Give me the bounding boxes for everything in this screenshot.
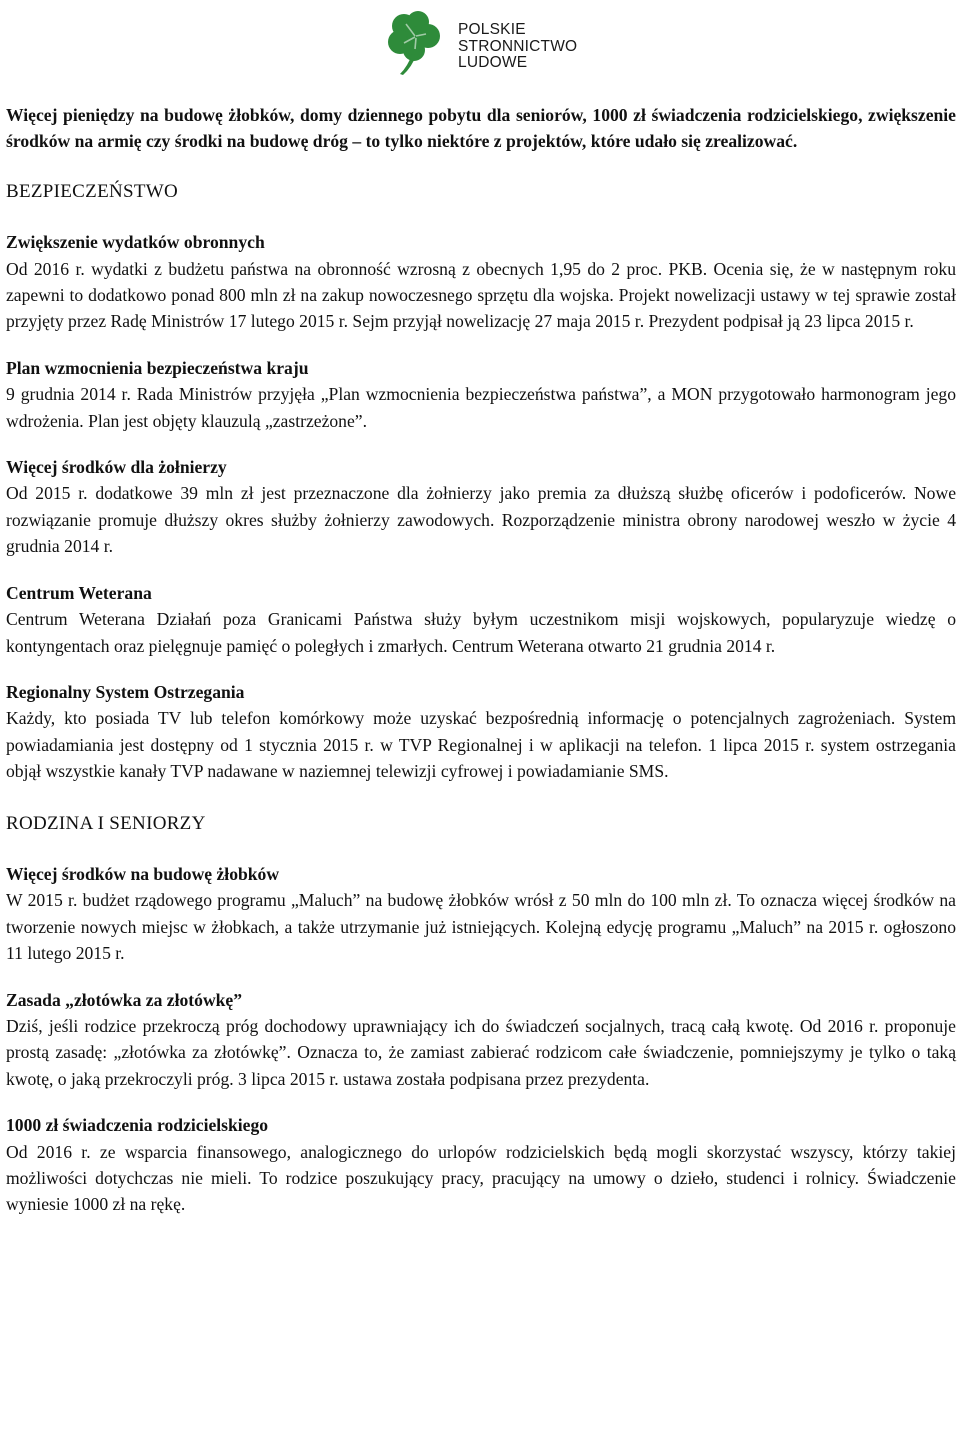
item-title: Centrum Weterana (6, 582, 152, 603)
item-title: Regionalny System Ostrzegania (6, 681, 245, 702)
item-title: Zasada „złotówka za złotówkę” (6, 989, 243, 1010)
item-title: 1000 zł świadczenia rodzicielskiego (6, 1115, 269, 1136)
item-body: W 2015 r. budżet rządowego programu „Maluch” na budowę żłobków wrósł z 50 mln do 100 mln zł. To oznacza więcej środków na tworzenie nowych miejsc w żłobkach, a także utrzymanie już istniejących. Kolejną edycję programu „Maluch” na 2015 r. ogłoszono 11 lutego 2015 r. (6, 890, 956, 964)
document-body (6, 102, 956, 1218)
logo-line-3: LUDOWE (458, 54, 528, 71)
item-body: Od 2016 r. wydatki z budżetu państwa na obronność wzrosną z obecnych 1,95 do 2 proc. PKB. Ocenia się, że w następnym roku zapewni to dodatkowo ponad 800 mln zł na zakup nowoczesnego sprzętu dla wojska. Projekt nowelizacji ustawy w tej sprawie został przyjęty przez Radę Ministrów 17 lutego 2015 r. Sejm przyjął nowelizację 27 maja 2015 r. Prezydent podpisał ją 23 lipca 2015 r. (6, 258, 956, 332)
clover-icon (378, 10, 456, 76)
item-body: 9 grudnia 2014 r. Rada Ministrów przyjęła „Plan wzmocnienia bezpieczeństwa państwa”, a MON przygotowało harmonogram jego wdrożenia. Plan jest objęty klauzulą „zastrzeżone”. (6, 384, 956, 431)
item-body: Od 2015 r. dodatkowe 39 mln zł jest przeznaczone dla żołnierzy jako premia za dłuższą służbę oficerów i podoficerów. Nowe rozwiązanie promuje dłuższy okres służby żołnierzy zawodowych. Rozporządzenie ministra obrony narodowej weszło w życie 4 grudnia 2014 r. (6, 483, 956, 557)
item-body: Centrum Weterana Działań poza Granicami Państwa służy byłym uczestnikom misji wojskowych, popularyzuje wiedzę o kontyngentach oraz pielęgnuje pamięć o poległych i zmarłych. Centrum Weterana otwarto 21 grudnia 2014 r. (6, 609, 956, 656)
page-header (0, 0, 960, 80)
intro-paragraph: Więcej pieniędzy na budowę żłobków, domy dziennego pobytu dla seniorów, 1000 zł świadczenia rodzicielskiego, zwiększenie środków na armię czy środki na budowę dróg – to tylko niektóre z projektów, które udało się zrealizować. (6, 105, 956, 152)
item-body: Każdy, kto posiada TV lub telefon komórkowy może uzyskać bezpośrednią informację o potencjalnych zagrożeniach. System powiadamiania jest dostępny od 1 stycznia 2015 r. w TVP Regionalnej i w aplikacji na telefon. 1 lipca 2015 r. system ostrzegania objął wszystkie kanały TVP nadawane w naziemnej telewizji cyfrowej i powiadamianie SMS. (6, 708, 956, 782)
item-title: Plan wzmocnienia bezpieczeństwa kraju (6, 357, 309, 378)
item-title: Więcej środków dla żołnierzy (6, 457, 227, 478)
section-heading-family: RODZINA I SENIORZY (6, 812, 206, 834)
item-title: Więcej środków na budowę żłobków (6, 863, 280, 884)
logo-line-2: STRONNICTWO (458, 37, 578, 55)
item-body: Od 2016 r. ze wsparcia finansowego, analogicznego do urlopów rodzicielskich będą mogli skorzystać wszyscy, którzy takiej możliwości dotychczas nie mieli. To rodzice poszukujący pracy, pracujący na umowy o dzieło, studenci i rolnicy. Świadczenie wyniesie 1000 zł na rękę. (6, 1141, 956, 1215)
section-heading-security: BEZPIECZEŃSTWO (6, 180, 179, 202)
item-body: Dziś, jeśli rodzice przekroczą próg dochodowy uprawniający ich do świadczeń socjalnych, tracą całą kwotę. Od 2016 r. proponuje prostą zasadę: „złotówka za złotówkę”. Oznacza to, że zamiast zabierać rodzicom całe świadczenie, pomniejszymy je tylko o taką kwotę, o jaką przekroczyli próg. 3 lipca 2015 r. ustawa została podpisana przez prezydenta. (6, 1015, 956, 1089)
logo-line-1: POLSKIE (458, 21, 526, 38)
party-logo (378, 10, 598, 74)
item-title: Zwiększenie wydatków obronnych (6, 232, 265, 253)
logo-wordmark (458, 22, 577, 72)
